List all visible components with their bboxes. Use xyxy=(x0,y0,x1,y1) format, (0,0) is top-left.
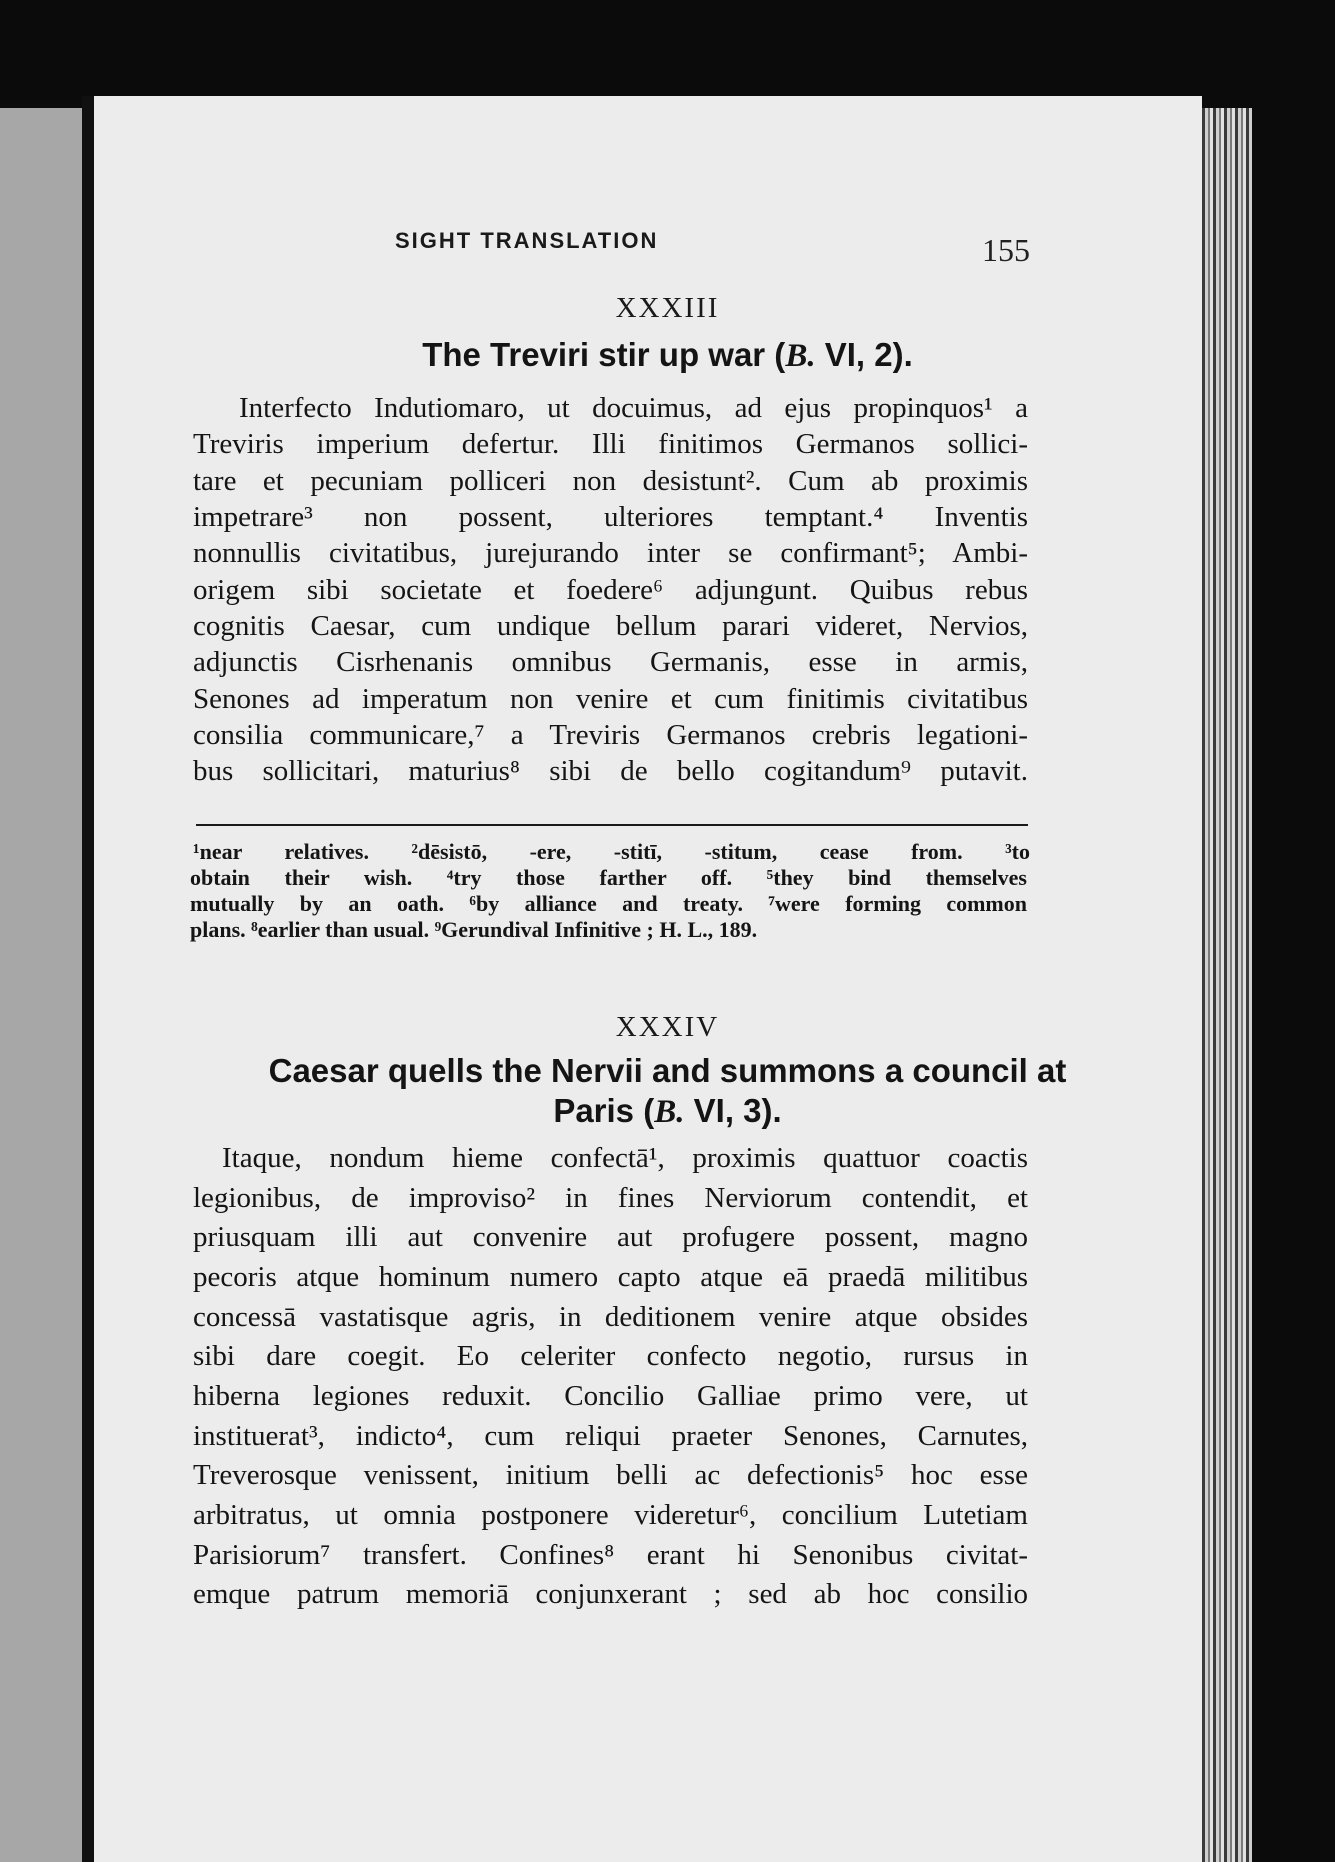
body-line: Treviris imperium defertur. Illi finitimos Germanos sollici- xyxy=(193,428,1028,460)
title-text: The Treviri stir up war ( xyxy=(422,336,786,373)
footnote-line: ¹near relatives. ²dēsistō, -ere, -stitī, -stitum, cease from. ³to xyxy=(193,839,1030,864)
running-head: SIGHT TRANSLATION xyxy=(395,228,659,253)
body-line: instituerat³, indicto⁴, cum reliqui praeter Senones, Carnutes, xyxy=(193,1420,1028,1452)
body-line: legionibus, de improviso² in fines Nerviorum contendit, et xyxy=(193,1182,1028,1214)
body-line: hiberna legiones reduxit. Concilio Galliae primo vere, ut xyxy=(193,1380,1028,1412)
page-number: 155 xyxy=(982,232,1030,268)
body-line: emque patrum memoriā conjunxerant ; sed ab hoc consilio xyxy=(193,1578,1028,1610)
section-numeral: XXXIV xyxy=(615,1011,720,1043)
body-line: Interfecto Indutiomaro, ut docuimus, ad ejus propinquos¹ a xyxy=(239,392,1028,424)
section-title: Caesar quells the Nervii and summons a council at xyxy=(268,1052,1067,1089)
body-line: tare et pecuniam polliceri non desistunt². Cum ab proximis xyxy=(193,465,1028,497)
body-line: Treverosque venissent, initium belli ac defectionis⁵ hoc esse xyxy=(193,1459,1028,1491)
section-numeral: XXXIII xyxy=(615,292,720,324)
body-line: arbitratus, ut omnia postponere videretur⁶, concilium Lutetiam xyxy=(193,1499,1028,1531)
body-line: origem sibi societate et foedere⁶ adjungunt. Quibus rebus xyxy=(193,574,1028,606)
body-line: concessā vastatisque agris, in deditionem venire atque obsides xyxy=(193,1301,1028,1333)
footnote-line: plans. ⁸earlier than usual. ⁹Gerundival Infinitive ; H. L., 189. xyxy=(190,917,758,942)
body-line: priusquam illi aut convenire aut profugere possent, magno xyxy=(193,1221,1028,1253)
footnote-line: obtain their wish. ⁴try those farther off. ⁵they bind themselves xyxy=(190,865,1027,890)
body-line: Senones ad imperatum non venire et cum finitimis civitatibus xyxy=(193,683,1028,715)
footnote-rule xyxy=(196,824,1028,826)
body-line: pecoris atque hominum numero capto atque eā praedā militibus xyxy=(193,1261,1028,1293)
body-line: consilia communicare,⁷ a Treviris Germanos crebris legationi- xyxy=(193,719,1028,751)
section-title xyxy=(0,336,1335,375)
title-text: VI, 2). xyxy=(815,336,913,373)
title-reference: B. xyxy=(654,1094,685,1130)
body-line: cognitis Caesar, cum undique bellum parari videret, Nervios, xyxy=(193,610,1028,642)
body-line: bus sollicitari, maturius⁸ sibi de bello cogitandum⁹ putavit. xyxy=(193,755,1028,787)
title-reference: B. xyxy=(785,338,816,374)
body-line: Itaque, nondum hieme confectā¹, proximis quattuor coactis xyxy=(222,1142,1028,1174)
title-text: VI, 3). xyxy=(684,1092,782,1129)
body-line: adjunctis Cisrhenanis omnibus Germanis, esse in armis, xyxy=(193,646,1028,678)
section-title-continued xyxy=(0,1092,1335,1131)
body-line: Parisiorum⁷ transfert. Confines⁸ erant hi Senonibus civitat- xyxy=(193,1539,1028,1571)
body-line: impetrare³ non possent, ulteriores temptant.⁴ Inventis xyxy=(193,501,1028,533)
footnote-line: mutually by an oath. ⁶by alliance and treaty. ⁷were forming common xyxy=(190,891,1027,916)
body-line: nonnullis civitatibus, jurejurando inter se confirmant⁵; Ambi- xyxy=(193,537,1028,569)
title-text: Paris ( xyxy=(553,1092,655,1129)
body-line: sibi dare coegit. Eo celeriter confecto negotio, rursus in xyxy=(193,1340,1028,1372)
